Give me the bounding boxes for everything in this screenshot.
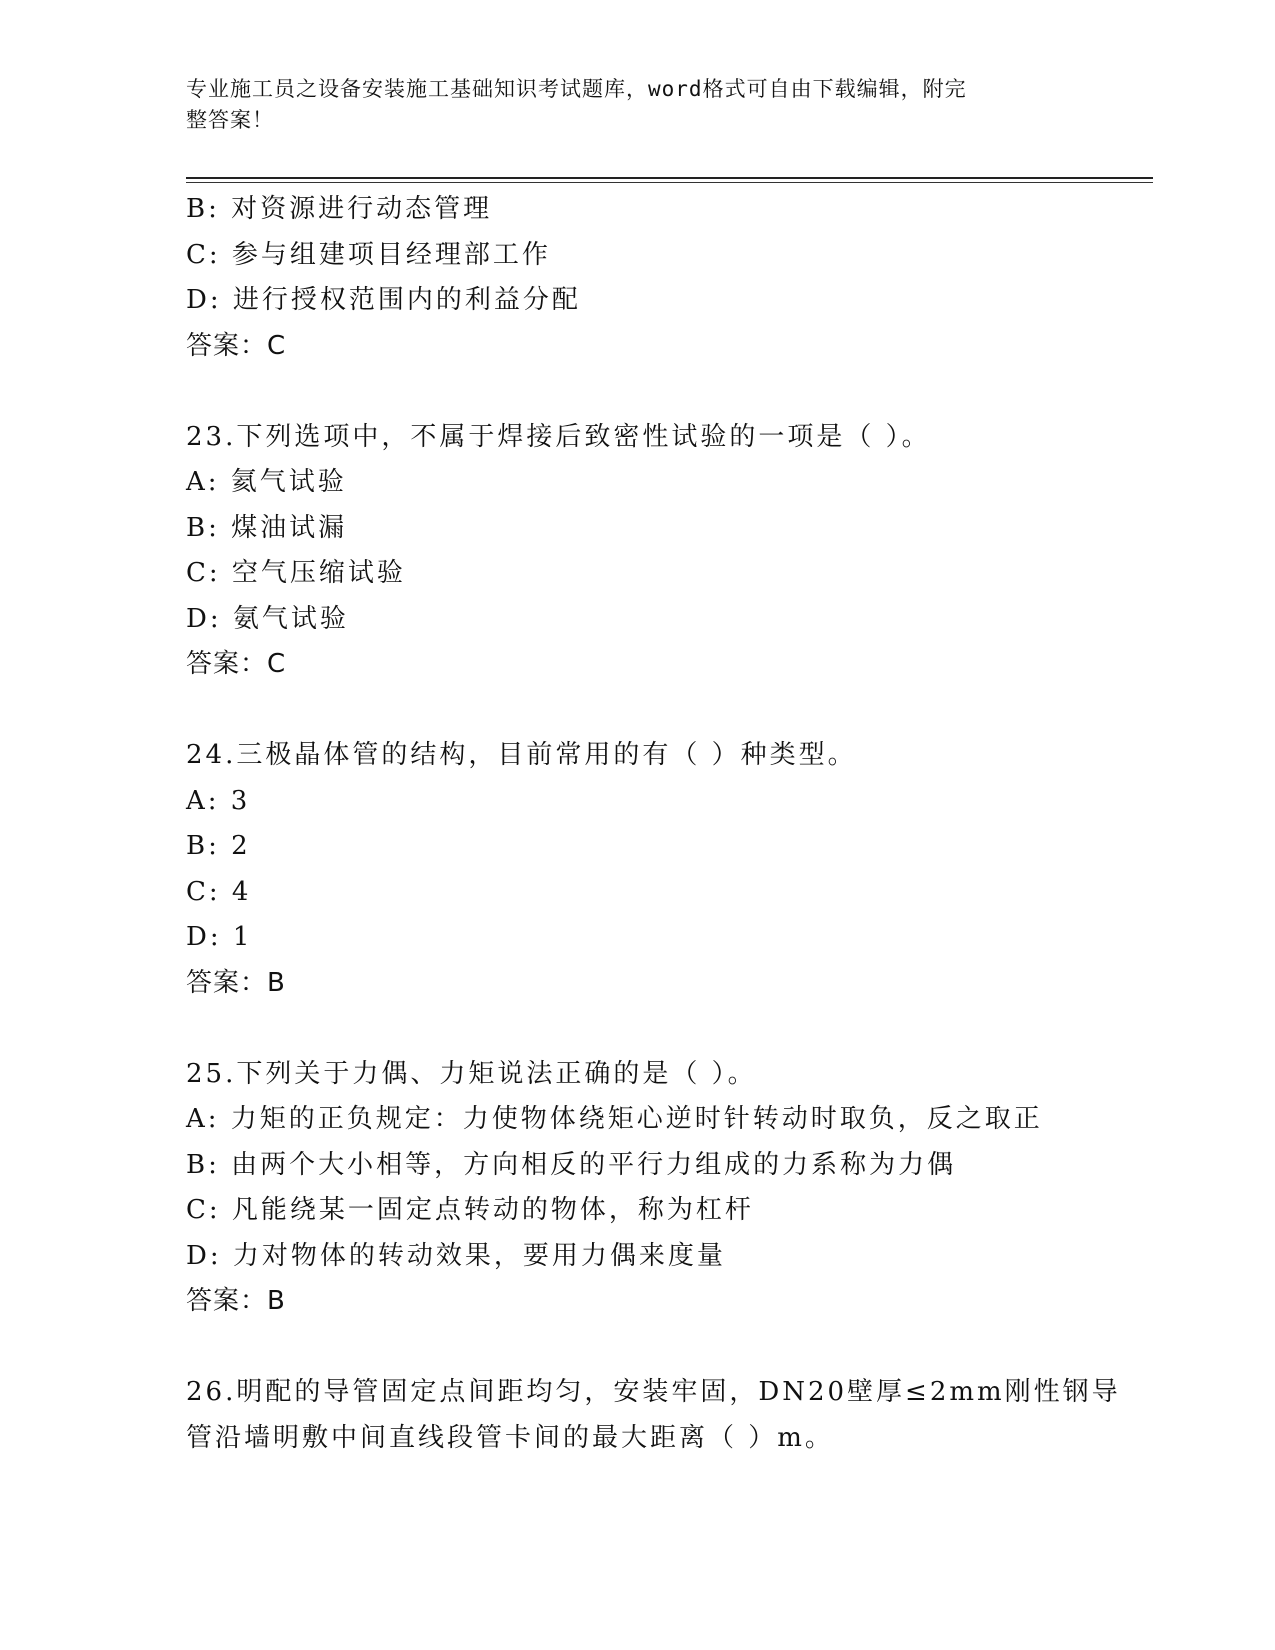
answer: 答案：C — [186, 649, 287, 679]
option-d: D: 力对物体的转动效果，要用力偶来度量 — [186, 1240, 726, 1271]
option-b: B: 由两个大小相等，方向相反的平行力组成的力系称为力偶 — [186, 1149, 957, 1180]
question-24 — [186, 733, 1146, 1006]
answer: 答案：C — [186, 330, 287, 361]
spacer — [186, 1325, 1146, 1371]
question-stem-line-2: 管沿墙明敷中间直线段管卡间的最大距离（ ）m。 — [186, 1422, 834, 1453]
option-b: B: 2 — [186, 831, 251, 861]
option-a: A: 氦气试验 — [186, 467, 347, 497]
question-22 — [186, 187, 1146, 369]
option-d: D: 进行授权范围内的利益分配 — [186, 285, 581, 315]
option-c: C: 参与组建项目经理部工作 — [186, 239, 551, 270]
option-b: B: 对资源进行动态管理 — [186, 194, 493, 224]
question-26 — [186, 1370, 1146, 1461]
option-c: C: 4 — [186, 876, 252, 907]
answer: 答案：B — [186, 967, 286, 998]
question-23 — [186, 415, 1146, 688]
document-header — [186, 74, 1066, 136]
option-b: B: 煤油试漏 — [186, 512, 348, 543]
header-rule-thick — [186, 177, 1153, 179]
spacer — [186, 688, 1146, 734]
question-stem: 24.三极晶体管的结构，目前常用的有（ ）种类型。 — [186, 740, 857, 770]
header-rule-thin — [186, 182, 1153, 183]
question-stem: 23.下列选项中，不属于焊接后致密性试验的一项是（ ）。 — [186, 421, 931, 452]
option-d: D: 1 — [186, 922, 253, 952]
question-stem: 25.下列关于力偶、力矩说法正确的是（ ）。 — [186, 1058, 757, 1089]
option-a: A: 力矩的正负规定：力使物体绕矩心逆时针转动时取负，反之取正 — [186, 1104, 1043, 1134]
question-25 — [186, 1052, 1146, 1325]
option-c: C: 空气压缩试验 — [186, 558, 406, 588]
option-a: A: 3 — [186, 785, 251, 816]
header-line-2: 整答案！ — [186, 108, 274, 132]
spacer — [186, 369, 1146, 415]
spacer — [186, 1006, 1146, 1052]
question-stem-line-1: 26.明配的导管固定点间距均匀，安装牢固，DN20壁厚≤2mm刚性钢导 — [186, 1377, 1121, 1407]
option-c: C: 凡能绕某一固定点转动的物体，称为杠杆 — [186, 1195, 754, 1225]
header-line-1: 专业施工员之设备安装施工基础知识考试题库，word格式可自由下载编辑，附完 — [186, 77, 967, 101]
answer: 答案：B — [186, 1286, 286, 1316]
option-d: D: 氨气试验 — [186, 603, 349, 634]
question-list — [186, 187, 1146, 1461]
